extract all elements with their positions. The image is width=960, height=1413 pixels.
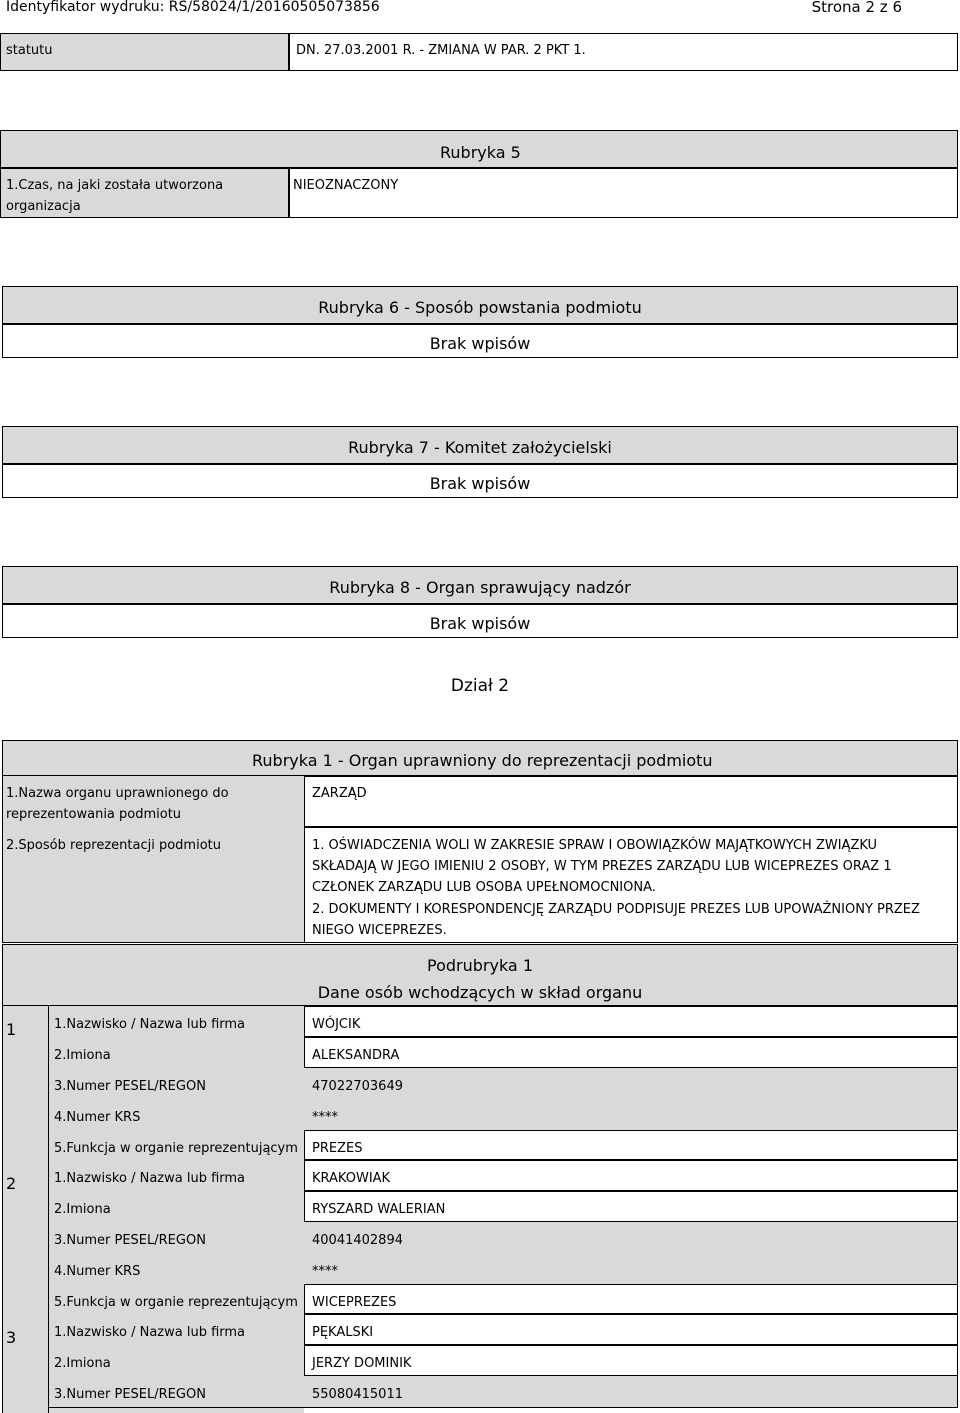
surname-label: 1.Nazwisko / Nazwa lub firma — [54, 1017, 246, 1032]
rubryka1-title: Rubryka 1 - Organ uprawniony do reprezentacji podmiotu — [252, 751, 713, 770]
representation-method-line: NIEGO WICEPREZES. — [312, 923, 447, 938]
names-value: JERZY DOMINIK — [312, 1356, 412, 1371]
organ-name-value: ZARZĄD — [312, 786, 367, 801]
surname-label: 1.Nazwisko / Nazwa lub firma — [54, 1325, 246, 1340]
rubryka8-empty: Brak wpisów — [429, 614, 531, 633]
rubryka7-title: Rubryka 7 - Komitet założycielski — [348, 438, 612, 457]
podrubryka1-title: Podrubryka 1 — [427, 956, 533, 975]
statute-value: DN. 27.03.2001 R. - ZMIANA W PAR. 2 PKT 1. — [296, 43, 586, 58]
person-number: 2 — [6, 1174, 17, 1193]
representation-method-line: 1. OŚWIADCZENIA WOLI W ZAKRESIE SPRAW I OBOWIĄZKÓW MAJĄTKOWYCH ZWIĄZKU — [312, 838, 878, 853]
person-number: 1 — [6, 1020, 17, 1039]
rubryka5-value-cell — [289, 168, 958, 218]
row-divider — [49, 1407, 958, 1408]
rubryka6-empty: Brak wpisów — [429, 334, 531, 353]
rubryka5-value: NIEOZNACZONY — [293, 178, 399, 193]
rubryka1-label-column — [2, 776, 304, 943]
krs-row — [49, 1099, 958, 1130]
pesel-label: 3.Numer PESEL/REGON — [54, 1233, 206, 1248]
pesel-value: 47022703649 — [312, 1079, 403, 1094]
krs-value: **** — [312, 1110, 338, 1125]
podrubryka1-subtitle: Dane osób wchodzących w skład organu — [317, 983, 643, 1002]
pesel-value: 40041402894 — [312, 1233, 403, 1248]
function-cell — [304, 1284, 958, 1314]
function-label: 5.Funkcja w organie reprezentującym — [54, 1295, 298, 1310]
function-label: 5.Funkcja w organie reprezentującym — [54, 1141, 298, 1156]
function-value: PREZES — [312, 1141, 363, 1156]
pesel-value: 55080415011 — [312, 1387, 403, 1402]
rubryka5-label-line2: organizacja — [6, 199, 81, 214]
krs-row — [49, 1253, 958, 1284]
print-identifier: Identyfikator wydruku: RS/58024/1/20160505073856 — [6, 0, 380, 15]
organ-name-label-line1: 1.Nazwa organu uprawnionego do — [6, 786, 229, 801]
function-value: WICEPREZES — [312, 1295, 397, 1310]
pesel-label: 3.Numer PESEL/REGON — [54, 1079, 206, 1094]
person-number: 3 — [6, 1328, 17, 1347]
representation-method-line: CZŁONEK ZARZĄDU LUB OSOBA UPEŁNOMOCNIONA. — [312, 880, 656, 895]
surname-label: 1.Nazwisko / Nazwa lub firma — [54, 1171, 246, 1186]
representation-method-line: SKŁADAJĄ W JEGO IMIENIU 2 OSOBY, W TYM PREZES ZARZĄDU LUB WICEPREZES ORAZ 1 — [312, 859, 892, 874]
krs-label: 4.Numer KRS — [54, 1264, 141, 1279]
surname-cell — [304, 1314, 958, 1345]
organ-name-label-line2: reprezentowania podmiotu — [6, 807, 182, 822]
surname-value: KRAKOWIAK — [312, 1171, 391, 1186]
surname-cell — [304, 1006, 958, 1037]
surname-cell — [304, 1160, 958, 1191]
names-value: ALEKSANDRA — [312, 1048, 400, 1063]
pesel-label: 3.Numer PESEL/REGON — [54, 1387, 206, 1402]
names-cell — [304, 1037, 958, 1068]
organ-name-cell — [304, 776, 958, 827]
rubryka5-label-line1: 1.Czas, na jaki została utworzona — [6, 178, 224, 193]
krs-value: **** — [312, 1264, 338, 1279]
rubryka8-title: Rubryka 8 - Organ sprawujący nadzór — [329, 578, 631, 597]
dzial2-title: Dział 2 — [450, 676, 510, 696]
rubryka7-empty: Brak wpisów — [429, 474, 531, 493]
person-index-column — [2, 1006, 49, 1413]
representation-method-label: 2.Sposób reprezentacji podmiotu — [6, 838, 221, 853]
names-value: RYSZARD WALERIAN — [312, 1202, 446, 1217]
names-label: 2.Imiona — [54, 1356, 111, 1371]
krs-label: 4.Numer KRS — [54, 1110, 141, 1125]
statute-label: statutu — [6, 43, 53, 58]
names-label: 2.Imiona — [54, 1202, 111, 1217]
page-number: Strona 2 z 6 — [811, 0, 902, 16]
names-label: 2.Imiona — [54, 1048, 111, 1063]
representation-method-line: 2. DOKUMENTY I KORESPONDENCJĘ ZARZĄDU PODPISUJE PREZES LUB UPOWAŻNIONY PRZEZ — [312, 902, 920, 917]
surname-value: WÓJCIK — [312, 1017, 361, 1032]
function-cell — [304, 1130, 958, 1160]
rubryka5-title: Rubryka 5 — [440, 143, 521, 162]
rubryka6-title: Rubryka 6 - Sposób powstania podmiotu — [318, 298, 642, 317]
surname-value: PĘKALSKI — [312, 1325, 374, 1340]
